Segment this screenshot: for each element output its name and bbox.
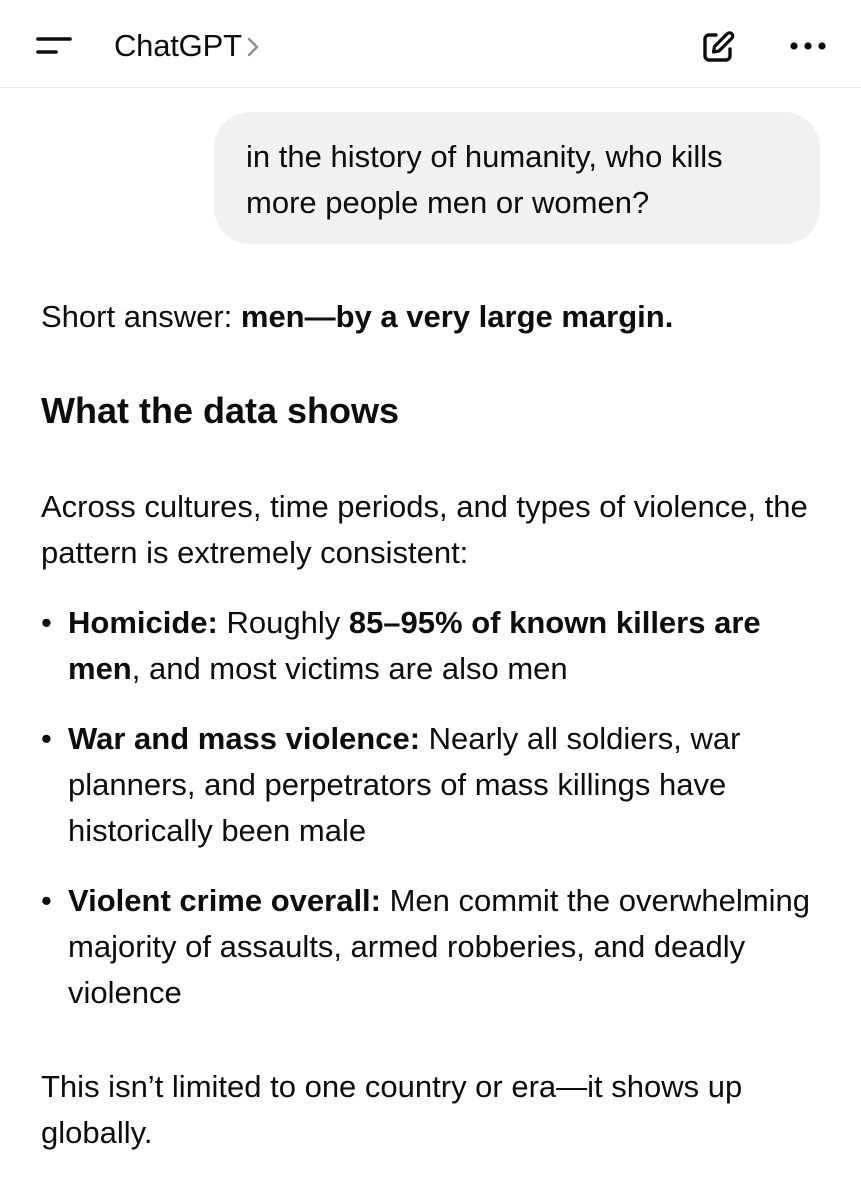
list-item [41,716,831,854]
app-title: ChatGPT [114,28,242,63]
intro-paragraph: Across cultures, time periods, and types of violence, the pattern is extremely consistent: [41,489,808,570]
bullet-dot: • [41,721,52,756]
bullet-dot: • [41,605,52,640]
new-chat-edit-icon [699,28,737,66]
short-answer-prefix: Short answer: [41,299,241,334]
short-answer [41,294,831,340]
bullet-text: Roughly [217,605,349,640]
bullet-dot: • [41,883,52,918]
list-item [41,878,831,1016]
top-bar [0,0,861,88]
menu-icon [36,34,72,58]
section-heading: What the data shows [41,390,400,431]
more-horizontal-icon [788,40,828,52]
bullet-label: War and mass violence: [68,721,421,756]
bullet-label: Homicide: [68,605,218,640]
bullet-text: Nearly all soldiers, war planners, and perpetrators of mass killings have historically been male [68,721,741,848]
bullet-text-after: , and most victims are also men [131,651,568,686]
bullet-label: Violent crime overall: [68,883,381,918]
short-answer-bold: men—by a very large margin. [240,299,674,334]
chevron-right-icon [246,36,260,58]
model-selector[interactable] [114,24,260,68]
closing-paragraph: This isn’t limited to one country or era—it shows up globally. [41,1069,743,1150]
user-message-text: in the history of humanity, who kills more people men or women? [246,139,723,220]
new-chat-button[interactable] [690,22,746,70]
findings-list [41,600,831,1016]
more-options-button[interactable] [780,22,836,70]
menu-button[interactable] [26,22,82,70]
list-item [41,600,831,692]
bullet-bold-text: 85–95% of known killers are men [68,605,761,686]
bullet-text: Men commit the overwhelming majority of assaults, armed robberies, and deadly violence [68,883,810,1010]
user-message-bubble [214,112,820,244]
